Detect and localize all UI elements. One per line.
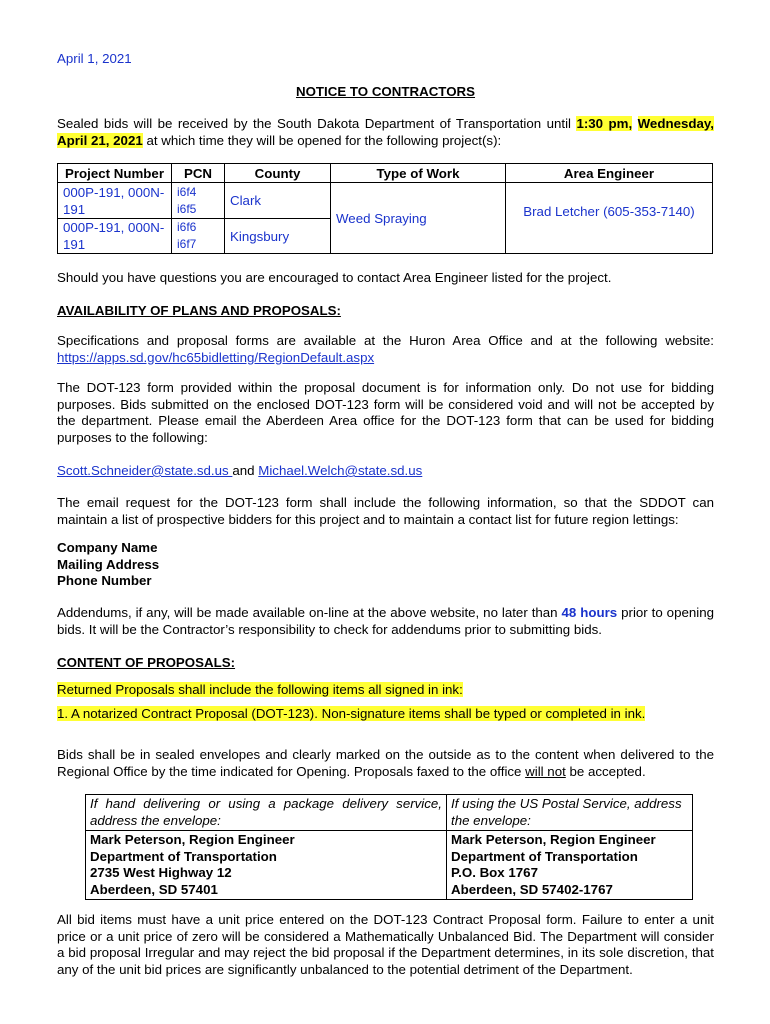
pcn-cell [172,183,225,219]
bid-time: 1:30 pm, [576,116,633,131]
bid-letting-link[interactable]: https://apps.sd.gov/hc65bidletting/RegionDefault.aspx [57,349,375,365]
col-type-of-work: Type of Work [331,164,506,183]
address-line: Aberdeen, SD 57402-1767 [451,881,613,897]
project-number-cell: 000P-191, 000N-191 [58,183,172,219]
address-lines-row [86,831,693,900]
specifications-text: Specifications and proposal forms are available at the Huron Area Office and at the following website: [57,333,714,348]
sealed-text-before: Bids shall be in sealed envelopes and clearly marked on the outside as to the content when delivered to the Regional Office by the time indicated for Opening. Proposals faxed to the office [57,747,714,779]
pcn-cell [172,219,225,254]
intro-paragraph [57,116,714,149]
intro-text-before: Sealed bids will be received by the South Dakota Department of Transportation until [57,116,577,131]
col-project-number: Project Number [58,164,172,183]
dot-123-paragraph: The DOT-123 form provided within the proposal document is for information only. Do not use for bidding purposes. Bids submitted on the enclosed DOT-123 form will be considered void and will not be accepted by the department. Please email the Aberdeen Area office for the DOT-123 form that can be used for bidding purposes to the following: [57,380,714,445]
required-fields-list [57,540,714,590]
content-heading: CONTENT OF PROPOSALS: [57,655,236,670]
sealed-text-after: be accepted. [565,763,646,779]
addenda-paragraph [57,605,714,638]
intro-text-after: at which time they will be opened for the following project(s): [142,132,502,148]
table-row [58,183,713,219]
addenda-text-after: prior to opening bids. It will be the Contractor’s responsibility to check for addendums prior to submitting bids. [57,605,715,637]
will-not-text: will not [525,763,566,779]
col-area-engineer: Area Engineer [506,164,713,183]
address-line: Department of Transportation [451,848,638,864]
pcn-value: i6f7 [177,237,197,251]
pcn-value: i6f5 [177,201,197,216]
postal-heading: If using the US Postal Service, address the envelope: [447,795,693,831]
col-county: County [225,164,331,183]
project-number-cell: 000P-191, 000N-191 [58,219,172,254]
hand-delivery-address [86,831,447,900]
addenda-hours: 48 hours [561,605,618,620]
postal-address [447,831,693,900]
email-request-paragraph: The email request for the DOT-123 form shall include the following information, so that the SDDOT can maintain a list of prospective bidders for this project and to maintain a contact list for future region lettings: [57,495,714,527]
field-phone-number: Phone Number [57,573,152,588]
address-table [85,794,693,900]
sealed-envelopes-paragraph [57,747,714,780]
email-link-michael[interactable]: Michael.Welch@state.sd.us [258,463,423,478]
unit-price-paragraph: All bid items must have a unit price entered on the DOT-123 Contract Proposal form. Failure to enter a unit price or a unit price of zero will be considered a Mathematically Unbalanced Bid. The Department will consider a bid proposal Irregular and may reject the bid proposal if the Department determines, in its sole discretion, that any of the unit bid prices are significantly unbalanced to the potential detriment of the Department. [57,912,714,977]
project-table-header [58,164,713,183]
requirement-item-1 [57,706,714,723]
field-company-name: Company Name [57,540,158,555]
specifications-paragraph [57,333,714,366]
addenda-text-before: Addendums, if any, will be made available on-line at the above website, no later than [57,605,562,620]
pcn-value: i6f4 [177,184,197,199]
address-line: P.O. Box 1767 [451,865,538,880]
returned-proposals-text: Returned Proposals shall include the following items all signed in ink: [57,682,463,697]
notice-date: April 1, 2021 [57,51,132,66]
questions-text: Should you have questions you are encouraged to contact Area Engineer listed for the project. [57,270,612,285]
area-engineer-cell: Brad Letcher (605-353-7140) [506,183,713,254]
col-pcn: PCN [172,164,225,183]
address-line: Department of Transportation [90,848,277,864]
email-contacts [57,463,714,480]
email-link-scott[interactable]: Scott.Schneider@state.sd.us [57,463,233,478]
address-line: 2735 West Highway 12 [90,865,232,880]
address-line: Mark Peterson, Region Engineer [90,832,295,847]
email-and-text: and [232,463,259,478]
address-heading-row [86,795,693,831]
bid-date: Wednesday, April 21, 2021 [57,116,714,148]
returned-proposals-line [57,682,714,699]
page-title: NOTICE TO CONTRACTORS [295,84,476,99]
requirement-item-text: 1. A notarized Contract Proposal (DOT-123). Non-signature items shall be typed or completed in ink. [57,706,646,721]
address-line: Mark Peterson, Region Engineer [451,832,656,847]
availability-heading: AVAILABILITY OF PLANS AND PROPOSALS: [57,303,341,318]
pcn-value: i6f6 [177,220,197,234]
county-cell: Clark [225,183,331,219]
field-mailing-address: Mailing Address [57,556,160,572]
county-cell: Kingsbury [225,219,331,254]
type-of-work-cell: Weed Spraying [331,183,506,254]
project-table [57,163,713,254]
hand-delivery-heading: If hand delivering or using a package delivery service, address the envelope: [86,795,447,831]
address-line: Aberdeen, SD 57401 [90,881,218,897]
